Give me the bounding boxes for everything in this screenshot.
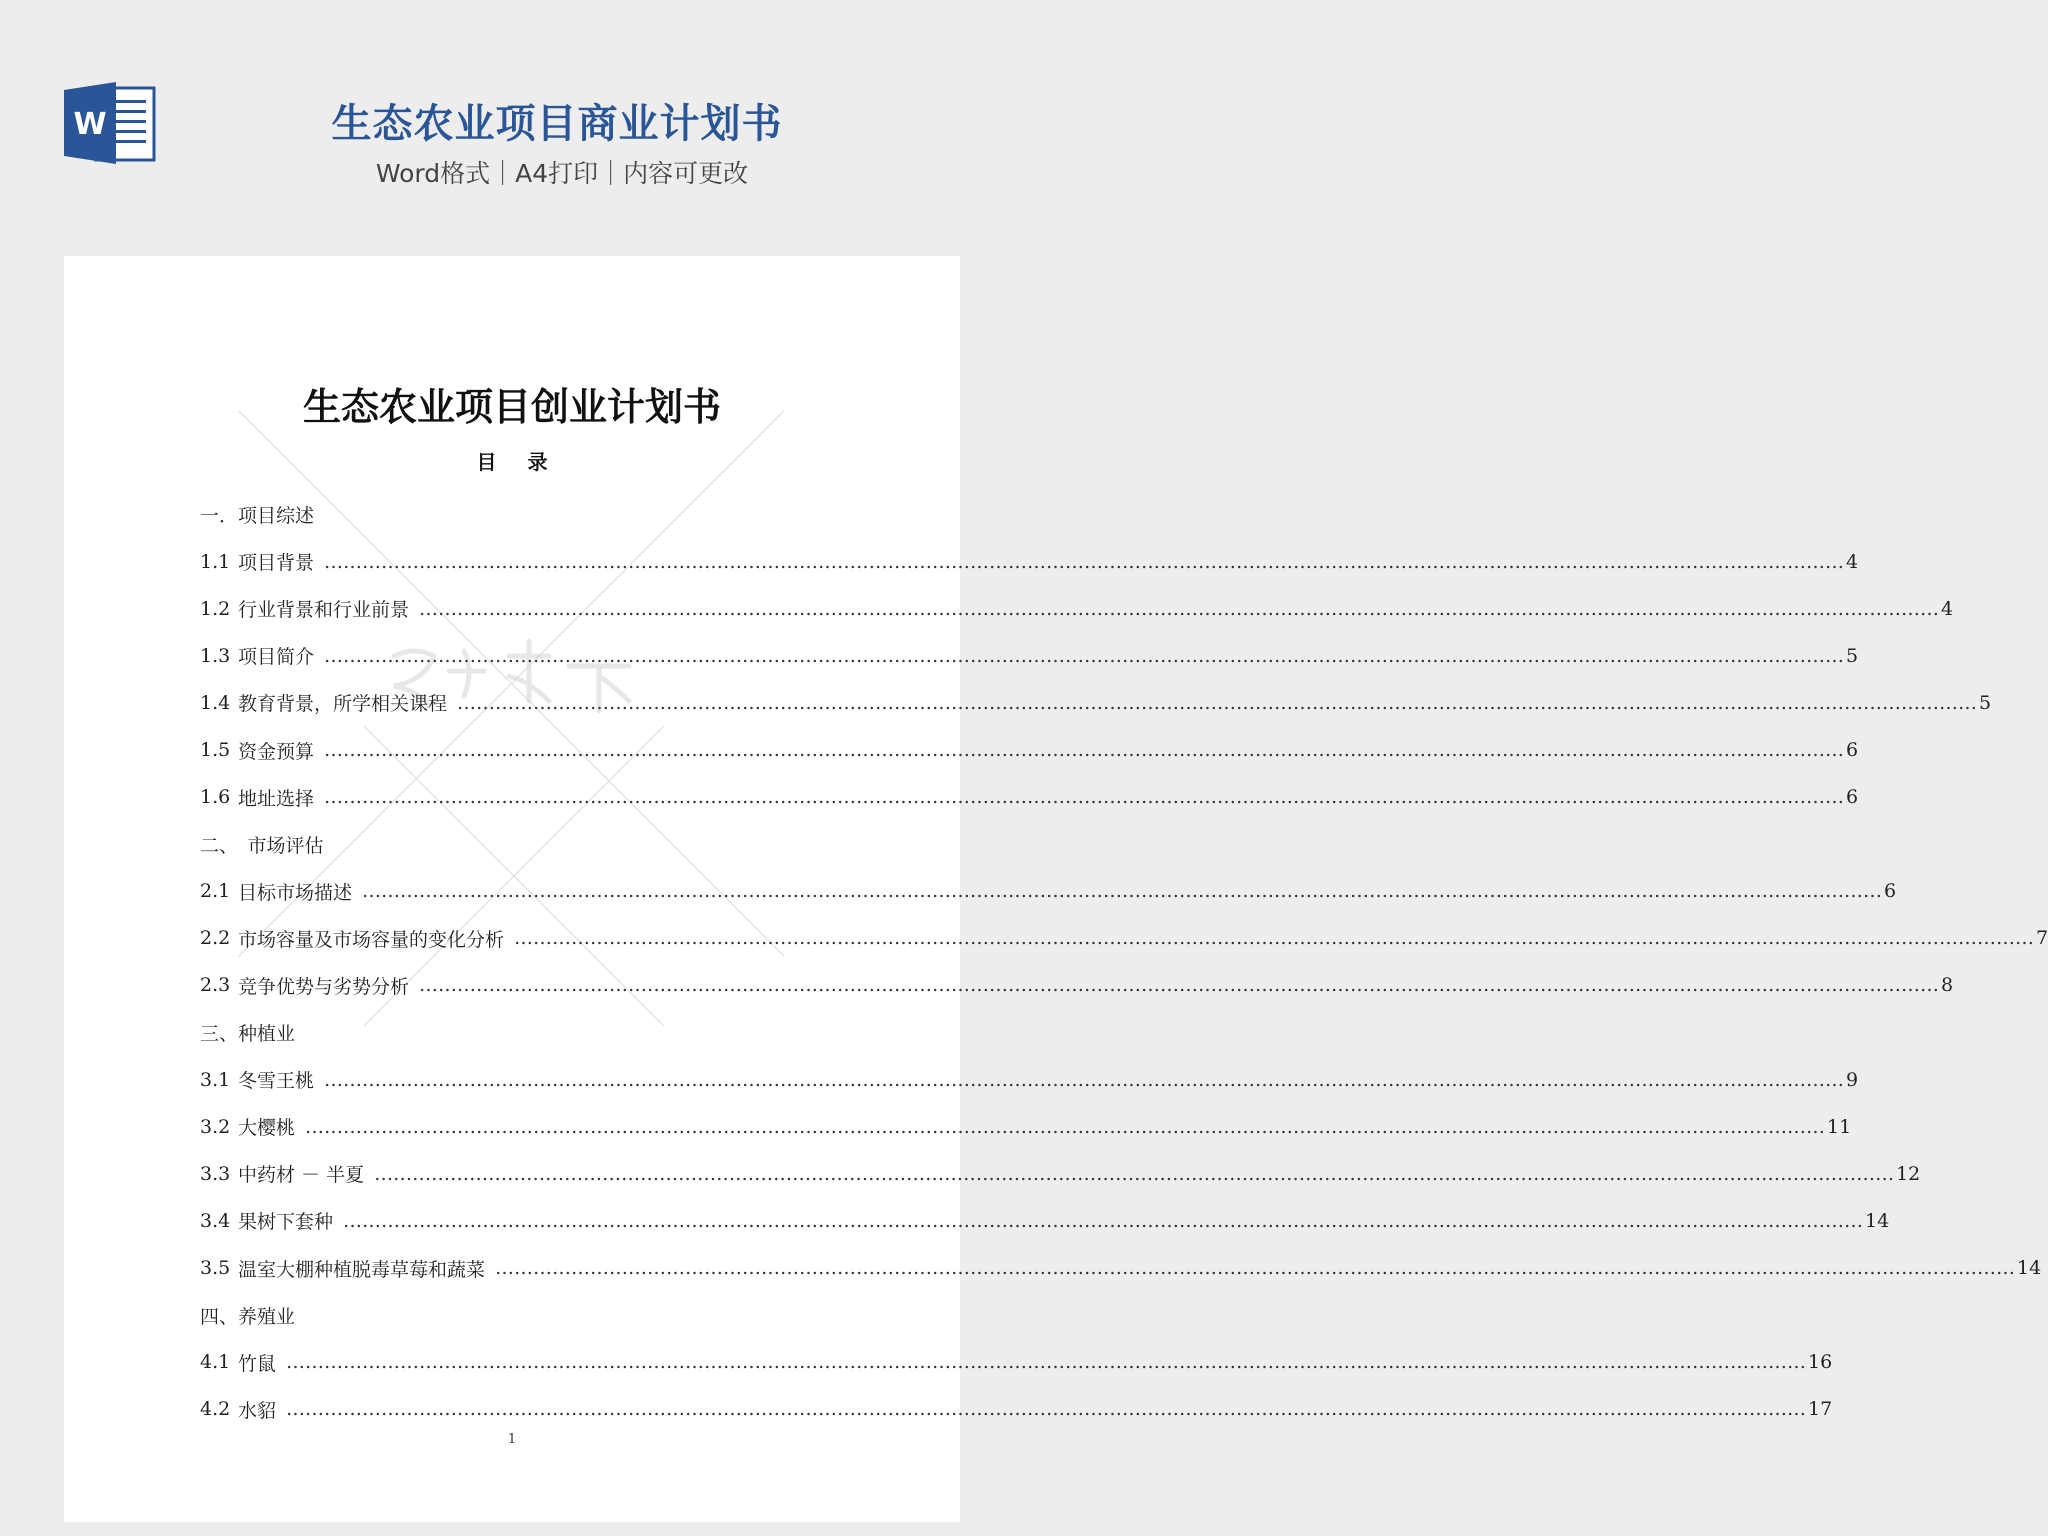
toc-entry-number: 3.2 [200, 1115, 231, 1138]
toc-entry[interactable] [200, 1386, 1833, 1433]
toc-dot-leader: …………………………………………………………………………………………………………………………………………………………………………………………………………………… [324, 786, 1845, 809]
toc-entry-page: 16 [1808, 1351, 1833, 1374]
toc-dot-leader: …………………………………………………………………………………………………………………………………………………………………………………………………………………… [324, 1068, 1845, 1091]
toc-entry[interactable] [200, 585, 1954, 632]
toc-entry-label: 目标市场描述 [238, 881, 353, 904]
toc-entry-page: 14 [1865, 1209, 1890, 1232]
toc-entry-label: 三、种植业 [200, 1023, 296, 1046]
toc-dot-leader: …………………………………………………………………………………………………………………………………………………………………………………………………………………… [286, 1398, 1807, 1421]
toc-entry-label: 中药材 － 半夏 [238, 1164, 365, 1187]
toc-entry[interactable] [200, 1197, 1890, 1244]
toc-entry-number: 1.6 [200, 786, 231, 809]
toc-entry[interactable] [200, 774, 1859, 821]
toc-entry-number: 1.4 [200, 691, 231, 714]
toc-entry-page: 4 [1846, 550, 1859, 573]
toc-entry-number: 4.1 [200, 1351, 231, 1374]
toc-entry-label: 项目简介 [238, 646, 315, 669]
toc-entry-label: 大樱桃 [238, 1117, 296, 1140]
toc-entry-page: 9 [1846, 1068, 1859, 1091]
toc-entry-page: 4 [1941, 597, 1954, 620]
toc-entry-page: 6 [1846, 786, 1859, 809]
toc-heading: 目 录 [476, 450, 560, 474]
toc-entry-label: 市场容量及市场容量的变化分析 [238, 928, 505, 951]
document-page [64, 256, 2048, 1522]
toc-entry[interactable] [200, 1339, 1833, 1386]
toc-dot-leader: …………………………………………………………………………………………………………………………………………………………………………………………………………………… [495, 1257, 2016, 1280]
toc-dot-leader: …………………………………………………………………………………………………………………………………………………………………………………………………………………… [457, 691, 1978, 714]
toc-dot-leader: …………………………………………………………………………………………………………………………………………………………………………………………………………………… [419, 597, 1940, 620]
toc-entry-page: 5 [1846, 644, 1859, 667]
toc-entry-label: 行业背景和行业前景 [238, 599, 410, 622]
toc-dot-leader: …………………………………………………………………………………………………………………………………………………………………………………………………………………… [419, 974, 1940, 997]
toc-dot-leader: …………………………………………………………………………………………………………………………………………………………………………………………………………………… [362, 880, 1883, 903]
banner-title: 生态农业项目商业计划书 [331, 101, 783, 147]
toc-dot-leader: …………………………………………………………………………………………………………………………………………………………………………………………………………………… [343, 1209, 1864, 1232]
logo-letter: W [73, 107, 107, 142]
toc-entry[interactable] [200, 632, 1859, 679]
toc-dot-leader: …………………………………………………………………………………………………………………………………………………………………………………………………………………… [324, 739, 1845, 762]
toc-entry-label: 教育背景，所学相关课程 [238, 693, 448, 716]
toc-entry-label: 四、养殖业 [200, 1305, 296, 1328]
toc-entry-page: 6 [1884, 880, 1897, 903]
toc-entry-label: 水貂 [238, 1399, 277, 1422]
toc-entry-number: 2.1 [200, 880, 231, 903]
toc-section-heading[interactable] [200, 491, 880, 538]
toc-section-heading[interactable] [200, 1292, 880, 1339]
toc-entry-number: 1.1 [200, 550, 231, 573]
toc-entry[interactable] [200, 679, 1992, 726]
toc-entry-number: 3.1 [200, 1068, 231, 1091]
toc-entry-number: 3.3 [200, 1162, 231, 1185]
toc-dot-leader: …………………………………………………………………………………………………………………………………………………………………………………………………………………… [324, 644, 1845, 667]
toc-section-heading[interactable] [200, 1009, 880, 1056]
banner-subtitle: Word格式｜A4打印｜内容可更改 [375, 159, 749, 188]
toc-entry-number: 4.2 [200, 1398, 231, 1421]
toc-entry-label: 一．项目综述 [200, 505, 315, 528]
page-number: 1 [507, 1432, 517, 1447]
table-of-contents [200, 491, 2048, 1433]
toc-entry-number: 3.4 [200, 1209, 231, 1232]
toc-dot-leader: …………………………………………………………………………………………………………………………………………………………………………………………………………………… [286, 1351, 1807, 1374]
header-banner [0, 0, 1024, 250]
toc-entry-label: 果树下套种 [238, 1211, 334, 1234]
toc-section-heading[interactable] [200, 821, 880, 868]
toc-entry[interactable] [200, 1150, 1921, 1197]
toc-entry-label: 竹鼠 [238, 1352, 277, 1375]
toc-dot-leader: …………………………………………………………………………………………………………………………………………………………………………………………………………………… [324, 550, 1845, 573]
toc-entry-label: 地址选择 [238, 787, 315, 810]
toc-entry-label: 项目背景 [238, 552, 315, 575]
toc-entry-number: 2.2 [200, 927, 231, 950]
toc-entry[interactable] [200, 962, 1954, 1009]
toc-entry-number: 1.3 [200, 644, 231, 667]
toc-entry-number: 3.5 [200, 1257, 231, 1280]
toc-dot-leader: …………………………………………………………………………………………………………………………………………………………………………………………………………………… [374, 1162, 1895, 1185]
toc-entry-number: 2.3 [200, 974, 231, 997]
document-title: 生态农业项目创业计划书 [302, 384, 721, 429]
toc-entry[interactable] [200, 726, 1859, 773]
toc-dot-leader: …………………………………………………………………………………………………………………………………………………………………………………………………………………… [305, 1115, 1826, 1138]
toc-entry-number: 1.5 [200, 739, 231, 762]
toc-entry-page: 17 [1808, 1398, 1833, 1421]
toc-entry-page: 14 [2017, 1257, 2042, 1280]
toc-entry-page: 12 [1896, 1162, 1921, 1185]
toc-entry-number: 1.2 [200, 597, 231, 620]
toc-entry-page: 11 [1827, 1115, 1852, 1138]
toc-entry-page: 7 [2036, 927, 2048, 950]
toc-entry[interactable] [200, 538, 1859, 585]
toc-entry[interactable] [200, 1056, 1859, 1103]
toc-entry-label: 二、 市场评估 [200, 834, 324, 857]
toc-entry[interactable] [200, 868, 1897, 915]
toc-entry-label: 竞争优势与劣势分析 [238, 975, 410, 998]
toc-entry-label: 冬雪王桃 [238, 1070, 315, 1093]
toc-entry[interactable] [200, 1245, 2042, 1292]
toc-entry-page: 8 [1941, 974, 1954, 997]
toc-entry[interactable] [200, 915, 2048, 962]
toc-entry-page: 5 [1979, 691, 1992, 714]
toc-dot-leader: …………………………………………………………………………………………………………………………………………………………………………………………………………………… [514, 927, 2035, 950]
toc-entry-label: 资金预算 [238, 740, 315, 763]
toc-entry-label: 温室大棚种植脱毒草莓和蔬菜 [238, 1258, 486, 1281]
toc-entry-page: 6 [1846, 739, 1859, 762]
toc-entry[interactable] [200, 1103, 1852, 1150]
